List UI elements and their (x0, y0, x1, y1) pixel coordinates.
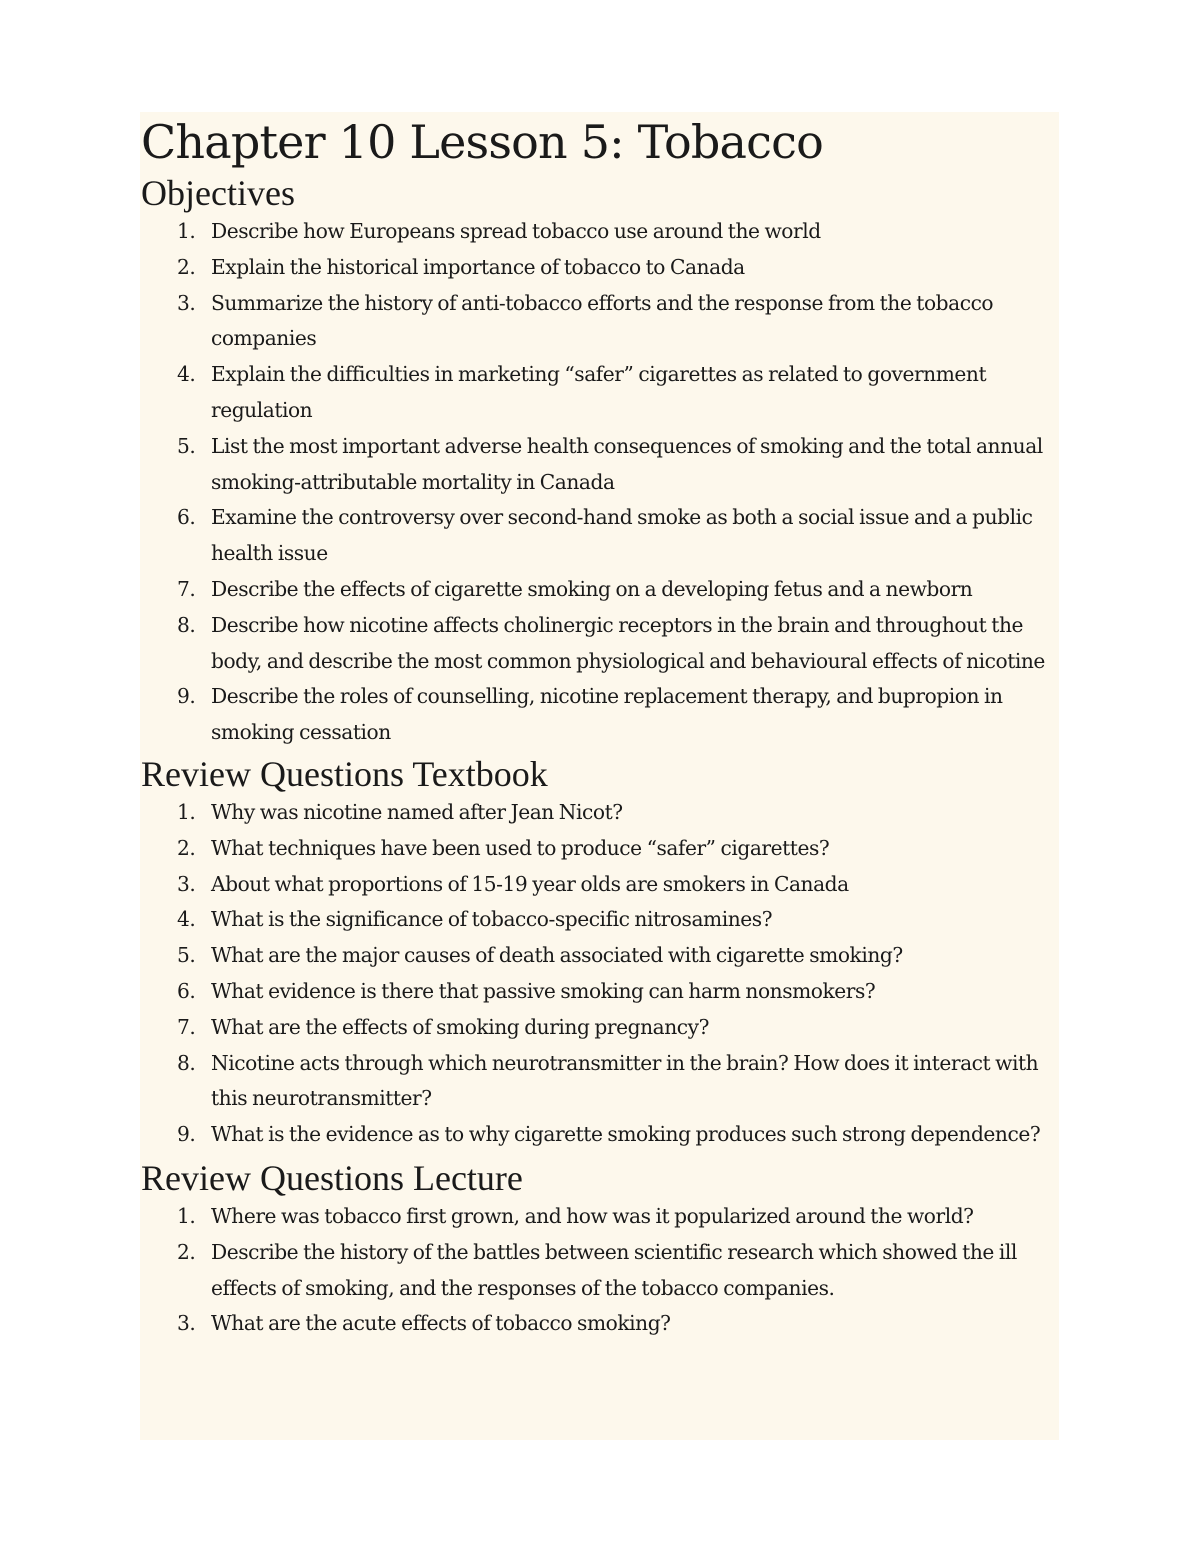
list-item-number: 4. (177, 907, 196, 932)
list-item-number: 8. (177, 1050, 196, 1075)
list-item-number: 2. (177, 254, 196, 279)
list-item-number: 3. (177, 1311, 196, 1336)
list-item-text: Nicotine acts through which neurotransmitter in the brain? How does it interact with this neurotransmitter? (211, 1050, 1039, 1111)
list-item-number: 4. (177, 362, 196, 387)
list-item (141, 679, 1059, 751)
list-item (141, 938, 1059, 974)
list-item (141, 1235, 1059, 1307)
textbook-questions-list (141, 795, 1059, 1153)
list-item-text: Explain the difficulties in marketing “safer” cigarettes as related to government regulation (211, 362, 987, 422)
lecture-questions-heading: Review Questions Lecture (141, 1157, 523, 1198)
list-item-number: 2. (177, 1239, 196, 1264)
list-item (141, 795, 1059, 831)
list-item-text: What are the acute effects of tobacco smoking? (211, 1311, 671, 1336)
list-item-number: 1. (177, 799, 196, 824)
list-item-text: What is the significance of tobacco-specific nitrosamines? (211, 907, 773, 932)
list-item (141, 357, 1059, 429)
list-item-text: Where was tobacco first grown, and how was it popularized around the world? (211, 1203, 974, 1228)
list-item (141, 867, 1059, 903)
list-item-text: Describe the roles of counselling, nicotine replacement therapy, and bupropion in smoking cessation (211, 684, 1003, 745)
list-item-number: 9. (177, 1122, 196, 1147)
list-item-number: 6. (177, 505, 196, 530)
list-item (141, 1199, 1059, 1235)
objectives-list (141, 214, 1059, 751)
list-item (141, 1306, 1059, 1342)
list-item (141, 429, 1059, 501)
list-item-text: What techniques have been used to produce “safer” cigarettes? (211, 835, 830, 860)
list-item-number: 6. (177, 978, 196, 1003)
list-item-text: What is the evidence as to why cigarette smoking produces such strong dependence? (211, 1122, 1041, 1147)
list-item (141, 500, 1059, 572)
list-item (141, 286, 1059, 358)
lecture-questions-list (141, 1199, 1059, 1342)
list-item-number: 7. (177, 576, 196, 601)
list-item (141, 572, 1059, 608)
list-item-number: 9. (177, 684, 196, 709)
list-item-text: What are the major causes of death associated with cigarette smoking? (211, 943, 903, 968)
list-item-number: 1. (177, 1203, 196, 1228)
list-item-text: About what proportions of 15-19 year olds are smokers in Canada (211, 871, 849, 896)
textbook-questions-heading: Review Questions Textbook (141, 753, 548, 794)
list-item (141, 608, 1059, 680)
document-content (141, 112, 1059, 1342)
list-item-text: Describe the effects of cigarette smoking on a developing fetus and a newborn (211, 576, 973, 601)
list-item-number: 2. (177, 835, 196, 860)
list-item-number: 5. (177, 433, 196, 458)
list-item-number: 5. (177, 943, 196, 968)
list-item-number: 3. (177, 290, 196, 315)
list-item-text: Summarize the history of anti-tobacco efforts and the response from the tobacco companies (211, 290, 994, 351)
list-item-text: What evidence is there that passive smoking can harm nonsmokers? (211, 978, 876, 1003)
list-item-number: 7. (177, 1014, 196, 1039)
list-item-text: Explain the historical importance of tobacco to Canada (211, 254, 745, 279)
list-item-text: Examine the controversy over second-hand smoke as both a social issue and a public health issue (211, 505, 1033, 566)
list-item-number: 1. (177, 219, 196, 243)
objectives-heading: Objectives (141, 173, 295, 213)
list-item (141, 1010, 1059, 1046)
list-item-text: What are the effects of smoking during pregnancy? (211, 1014, 709, 1039)
list-item (141, 214, 1059, 250)
list-item-text: Describe how Europeans spread tobacco use around the world (211, 219, 821, 243)
list-item (141, 902, 1059, 938)
list-item-number: 8. (177, 612, 196, 637)
list-item (141, 250, 1059, 286)
list-item (141, 831, 1059, 867)
page-title: Chapter 10 Lesson 5: Tobacco (141, 115, 823, 169)
list-item-text: List the most important adverse health consequences of smoking and the total annual smoking-attributable mortality in Canada (211, 433, 1043, 494)
list-item-number: 3. (177, 871, 196, 896)
list-item (141, 1117, 1059, 1153)
list-item (141, 974, 1059, 1010)
list-item-text: Describe the history of the battles between scientific research which showed the ill effects of smoking, and the responses of the tobacco companies. (211, 1239, 1017, 1300)
list-item-text: Describe how nicotine affects cholinergic receptors in the brain and throughout the body, and describe the most common physiological and behavioural effects of nicotine (211, 612, 1045, 673)
list-item (141, 1046, 1059, 1118)
list-item-text: Why was nicotine named after Jean Nicot? (211, 799, 623, 824)
